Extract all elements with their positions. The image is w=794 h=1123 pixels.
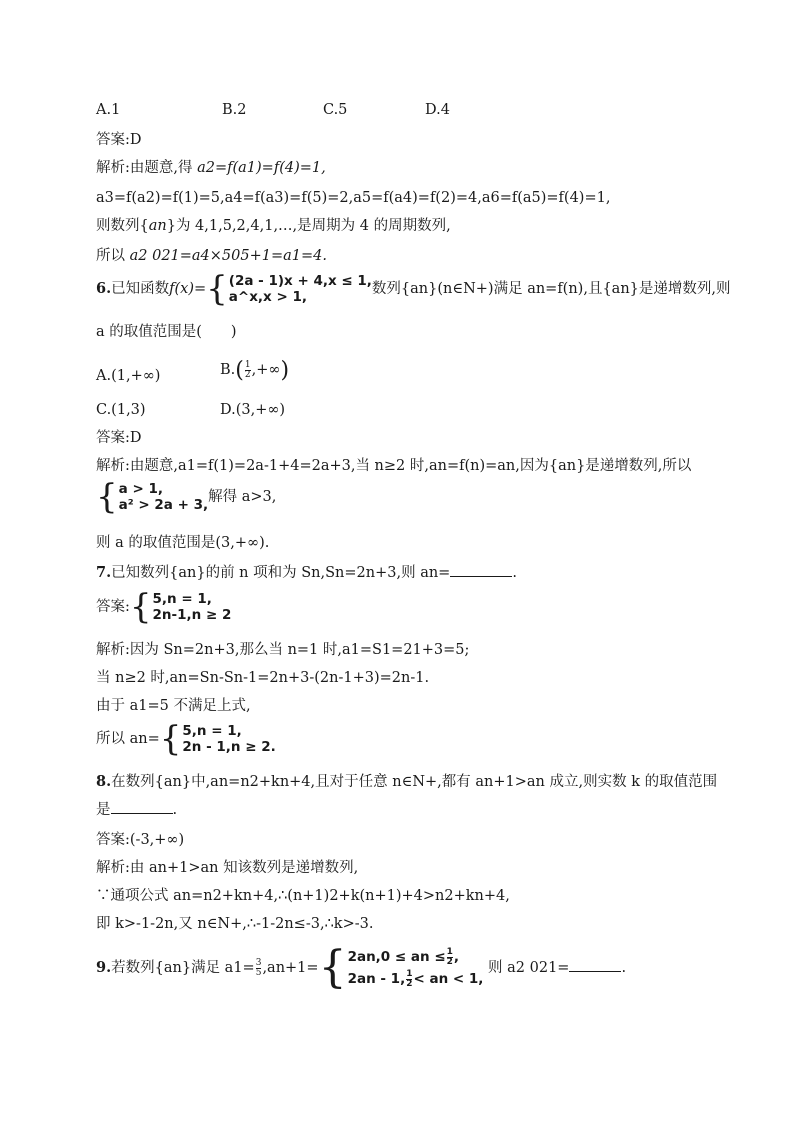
q6-option-d: D.(3,+∞) — [220, 402, 286, 418]
q8-stem-line-1: 8.在数列{an}中,an=n2+kn+4,且对于任意 n∈N+,都有 an+1>an 成立,则实数 k 的取值范围 — [96, 773, 718, 790]
q5-option-a: A.1 — [96, 102, 121, 118]
q6-stem-line-1: 6.已知函数f(x)={ (2a - 1)x + 4,x ≤ 1, a^x,x > 1, 数列{an}(n∈N+)满足 an=f(n),且{an}是递增数列,则 — [96, 269, 731, 309]
q7-analysis-line-4: 所以 an={ 5,n = 1, 2n - 1,n ≥ 2. — [96, 719, 276, 759]
q6-analysis-line-1: 解析:由题意,a1=f(1)=2a-1+4=2a+3,当 n≥2 时,an=f(n)=an,因为{an}是递增数列,所以 — [96, 458, 692, 474]
q5-analysis-line-1: 解析:由题意,得 a2=f(a1)=f(4)=1, — [96, 160, 326, 176]
q6-option-b: B.( $\frac{1}{2}$ ,+∞) — [220, 358, 290, 383]
q5-analysis-line-2: a3=f(a2)=f(1)=5,a4=f(a3)=f(5)=2,a5=f(a4)=f(2)=4,a6=f(a5)=f(4)=1, — [96, 190, 611, 206]
q8-answer: 答案:(-3,+∞) — [96, 832, 185, 848]
q7-analysis-line-3: 由于 a1=5 不满足上式, — [96, 698, 251, 714]
q5-analysis-line-4: 所以 a2 021=a4×505+1=a1=4. — [96, 248, 327, 264]
left-brace-icon: { — [129, 587, 152, 627]
q9-stem: 9.若数列{an}满足 a1= $\frac{3}{5}$ ,an+1={ 2an,0 ≤ an ≤ $\frac{1}{2}$ , 2an - 1, $\frac{1}{2}$ < an < 1, 则 a2 021= . — [96, 942, 627, 993]
q5-answer: 答案:D — [96, 132, 142, 148]
left-brace-icon: { — [159, 719, 182, 759]
q8-analysis-line-2: ∵通项公式 an=n2+kn+4,∴(n+1)2+k(n+1)+4>n2+kn+4, — [96, 888, 510, 904]
q7-answer: 答案:{ 5,n = 1, 2n-1,n ≥ 2 — [96, 587, 232, 627]
q5-option-c: C.5 — [323, 102, 348, 118]
q6-option-a: A.(1,+∞) — [96, 368, 161, 384]
answer-blank[interactable] — [111, 801, 173, 814]
q6-analysis-system: { a > 1, a² > 2a + 3, 解得 a>3, — [96, 477, 277, 517]
q5-option-b: B.2 — [222, 102, 247, 118]
q6-stem-line-2: a 的取值范围是( ) — [96, 324, 237, 340]
q7-analysis-line-1: 解析:因为 Sn=2n+3,那么当 n=1 时,a1=S1=21+3=5; — [96, 642, 470, 658]
left-brace-icon: { — [206, 269, 228, 309]
answer-blank[interactable] — [569, 959, 621, 972]
q8-stem-line-2: 是 . — [96, 802, 178, 818]
left-brace-icon: { — [96, 477, 118, 517]
q7-stem: 7.已知数列{an}的前 n 项和为 Sn,Sn=2n+3,则 an= . — [96, 564, 517, 581]
q8-analysis-line-1: 解析:由 an+1>an 知该数列是递增数列, — [96, 860, 359, 876]
q6-answer: 答案:D — [96, 430, 142, 446]
q6-option-c: C.(1,3) — [96, 402, 146, 418]
q5-analysis-line-3: 则数列{an}为 4,1,5,2,4,1,…,是周期为 4 的周期数列, — [96, 218, 451, 234]
q8-analysis-line-3: 即 k>-1-2n,又 n∈N+,∴-1-2n≤-3,∴k>-3. — [96, 916, 374, 932]
q6-analysis-line-3: 则 a 的取值范围是(3,+∞). — [96, 535, 270, 551]
answer-blank[interactable] — [450, 564, 512, 577]
q5-option-d: D.4 — [425, 102, 450, 118]
q7-analysis-line-2: 当 n≥2 时,an=Sn-Sn-1=2n+3-(2n-1+3)=2n-1. — [96, 670, 430, 686]
left-brace-icon: { — [318, 942, 347, 993]
